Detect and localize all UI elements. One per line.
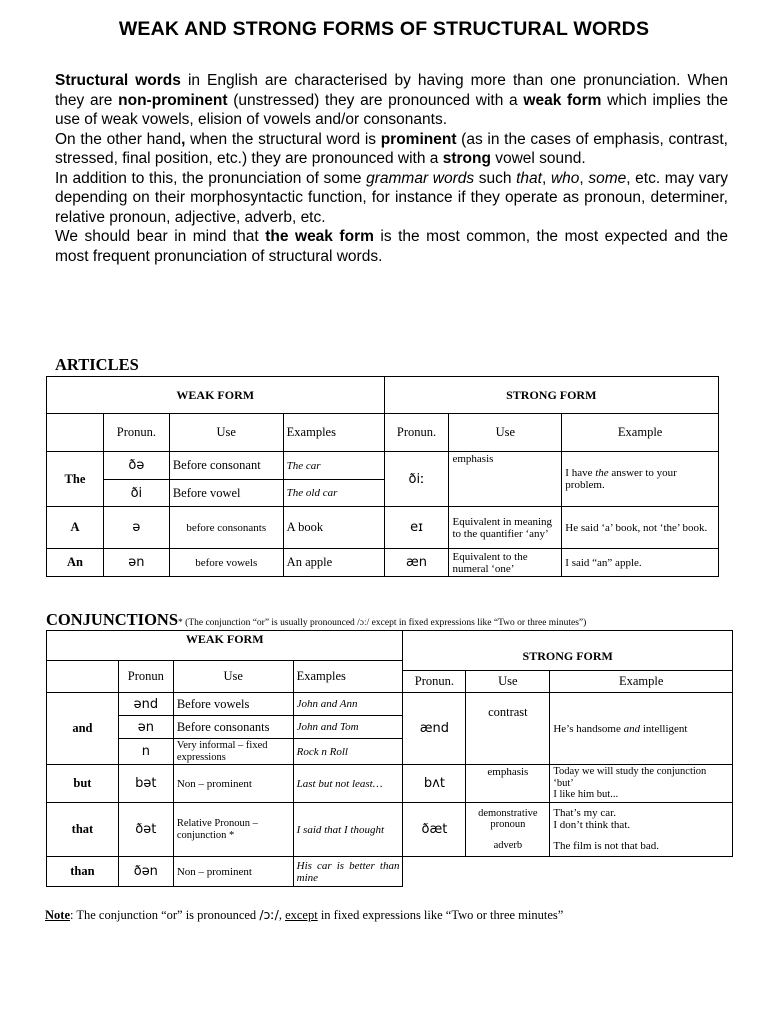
use-cell: Non – prominent (173, 857, 293, 887)
word-than: than (47, 857, 119, 887)
table-row (47, 765, 733, 803)
intro-paragraph-1 (55, 71, 728, 130)
example-cell: He said ‘a’ book, not ‘the’ book. (562, 507, 719, 549)
text: , (541, 169, 551, 187)
word-but: but (47, 765, 119, 803)
ipa-cell: eɪ (384, 507, 449, 549)
text: which implies the use of weak vowels, elision of vowels and/or consonants. (55, 91, 729, 128)
table-row (47, 549, 719, 577)
example-cell: His car is better than mine (293, 857, 403, 887)
table-row (47, 452, 719, 480)
text: demonstrative pronoun (478, 807, 538, 831)
text: I have (565, 467, 596, 479)
term-non-prominent: non-prominent (118, 91, 228, 109)
text: , etc. may vary depending on their morphosyntactic function, for instance if they operate as pronoun, determiner, relative pronoun, adjective, adverb, etc. (55, 169, 728, 226)
text: in fixed expressions like “Two or three minutes” (317, 908, 564, 922)
word-that: that (47, 803, 119, 857)
col-example: Example (562, 414, 719, 452)
text: , (278, 908, 286, 922)
term-that: that (516, 169, 542, 187)
example-cell (550, 693, 733, 765)
text: On the other hand (55, 130, 182, 148)
col-example: Example (550, 671, 733, 693)
use-cell: emphasis (449, 452, 562, 507)
intro-paragraph-2 (55, 130, 728, 169)
text: intelligent (640, 722, 688, 735)
strong-form-header: STRONG FORM (384, 377, 718, 414)
text: The film is not that bad. (553, 840, 660, 852)
articles-table (46, 376, 719, 577)
use-cell (466, 803, 550, 857)
use-cell: Non – prominent (173, 765, 293, 803)
intro-paragraph-4 (55, 227, 728, 266)
example-cell: John and Tom (293, 716, 403, 739)
text: answer to your problem. (565, 467, 677, 491)
ipa-cell: æn (384, 549, 449, 577)
text: when the structural word is (185, 130, 381, 148)
ipa-cell: ði (103, 480, 169, 507)
ipa-cell: bət (118, 765, 173, 803)
intro-text (55, 71, 728, 266)
text: Today we will study the conjunction ‘but’ (553, 766, 707, 789)
ipa-cell: ðæt (403, 803, 466, 857)
conjunctions-table (46, 630, 733, 887)
use-cell: Relative Pronoun – conjunction * (173, 803, 293, 857)
example-cell (562, 452, 719, 507)
col-examples: Examples (283, 414, 384, 452)
term-prominent: prominent (380, 130, 457, 148)
ipa-cell: ən (118, 716, 173, 739)
term-structural-words: Structural words (55, 72, 181, 89)
use-cell: Before consonant (169, 452, 283, 480)
col-use: Use (173, 661, 293, 693)
text-bold: , (181, 130, 186, 148)
ipa-cell: ænd (403, 693, 466, 765)
text: He’s handsome (553, 722, 624, 735)
text-underlined: except (285, 908, 318, 922)
use-cell: Equivalent in meaning to the quantifier ‘any’ (449, 507, 562, 549)
text: : The conjunction “or” is pronounced (70, 908, 260, 922)
text: I like him but... (553, 789, 619, 801)
example-cell (550, 803, 733, 857)
table-header-row (47, 377, 719, 414)
text-italic: and (623, 722, 641, 735)
example-cell: John and Ann (293, 693, 403, 716)
ipa-cell: ðiː (384, 452, 449, 507)
example-cell: The old car (283, 480, 384, 507)
footnote (45, 907, 563, 923)
use-cell: before vowels (169, 549, 283, 577)
example-cell: The car (283, 452, 384, 480)
table-column-row (47, 414, 719, 452)
col-pronun: Pronun. (403, 671, 466, 693)
term-the-weak-form: the weak form (265, 228, 374, 245)
table-row (47, 693, 733, 716)
col-examples: Examples (293, 661, 403, 693)
word-an: An (47, 549, 104, 577)
col-use: Use (466, 671, 550, 693)
col-use: Use (449, 414, 562, 452)
ipa-cell: ən (103, 549, 169, 577)
strong-form-header: STRONG FORM (403, 631, 733, 671)
use-cell: Before consonants (173, 716, 293, 739)
note-label: Note (45, 908, 70, 922)
col-pronun: Pronun. (384, 414, 449, 452)
use-cell: Before vowel (169, 480, 283, 507)
word-and: and (47, 693, 119, 765)
ipa-cell: ðə (103, 452, 169, 480)
example-cell: A book (283, 507, 384, 549)
col-use: Use (169, 414, 283, 452)
example-cell (550, 765, 733, 803)
term-grammar-words: grammar words (366, 169, 475, 187)
text: In addition to this, the pronunciation of some (55, 169, 367, 187)
text: We should bear in mind that (55, 228, 266, 245)
text-italic: the (595, 467, 609, 479)
ipa-cell: ðət (118, 803, 173, 857)
use-cell: contrast (466, 693, 550, 765)
text: I don’t think that. (553, 819, 631, 831)
text: That’s my car. (553, 807, 616, 819)
weak-form-header: WEAK FORM (47, 377, 385, 414)
col-pronun: Pronun. (103, 414, 169, 452)
articles-heading: ARTICLES (55, 355, 139, 374)
ipa-cell: ə (103, 507, 169, 549)
text: vowel sound. (490, 150, 586, 167)
text: , (579, 169, 589, 187)
term-weak-form: weak form (523, 91, 602, 109)
example-cell: An apple (283, 549, 384, 577)
word-a: A (47, 507, 104, 549)
intro-paragraph-3 (55, 169, 728, 228)
table-row (47, 507, 719, 549)
ipa-cell: ðən (118, 857, 173, 887)
text: adverb (493, 839, 523, 851)
text: in English are characterised by having more than one pronunciation. When they are (55, 72, 728, 109)
example-cell: I said “an” apple. (562, 549, 719, 577)
ipa-text: /ɔː/ (259, 907, 279, 922)
conjunctions-heading (46, 610, 586, 630)
use-cell: before consonants (169, 507, 283, 549)
example-cell: I said that I thought (293, 803, 403, 857)
heading-text: CONJUNCTIONS (46, 610, 179, 629)
text: such (474, 169, 517, 187)
example-cell: Last but not least… (293, 765, 403, 803)
text: is the most common, the most expected and the most frequent pronunciation of structural words. (55, 228, 728, 265)
ipa-cell: ənd (118, 693, 173, 716)
term-strong: strong (442, 150, 491, 167)
page-title: WEAK AND STRONG FORMS OF STRUCTURAL WORDS (118, 18, 650, 40)
ipa-cell: bʌt (403, 765, 466, 803)
weak-form-header: WEAK FORM (47, 631, 403, 661)
use-cell: Equivalent to the numeral ‘one’ (449, 549, 562, 577)
heading-note: * (The conjunction “or” is usually pronounced /ɔː/ except in fixed expressions like “Two or three minutes”) (178, 618, 587, 628)
empty-cell (47, 661, 119, 693)
text: (unstressed) they are pronounced with a (227, 91, 524, 109)
word-the: The (47, 452, 104, 507)
empty-cell (47, 414, 104, 452)
text: (as in the cases of emphasis, contrast, stressed, final position, etc.) they are pronounced with a (55, 130, 728, 167)
ipa-cell: n (118, 739, 173, 765)
term-who: who (550, 169, 580, 187)
use-cell: emphasis (466, 765, 550, 803)
example-cell: Rock n Roll (293, 739, 403, 765)
empty-cell (403, 857, 733, 887)
table-row (47, 857, 733, 887)
table-header-row (47, 631, 733, 661)
term-some: some (588, 169, 627, 187)
table-row (47, 803, 733, 857)
use-cell: Very informal – fixed expressions (173, 739, 293, 765)
use-cell: Before vowels (173, 693, 293, 716)
col-pronun: Pronun (118, 661, 173, 693)
